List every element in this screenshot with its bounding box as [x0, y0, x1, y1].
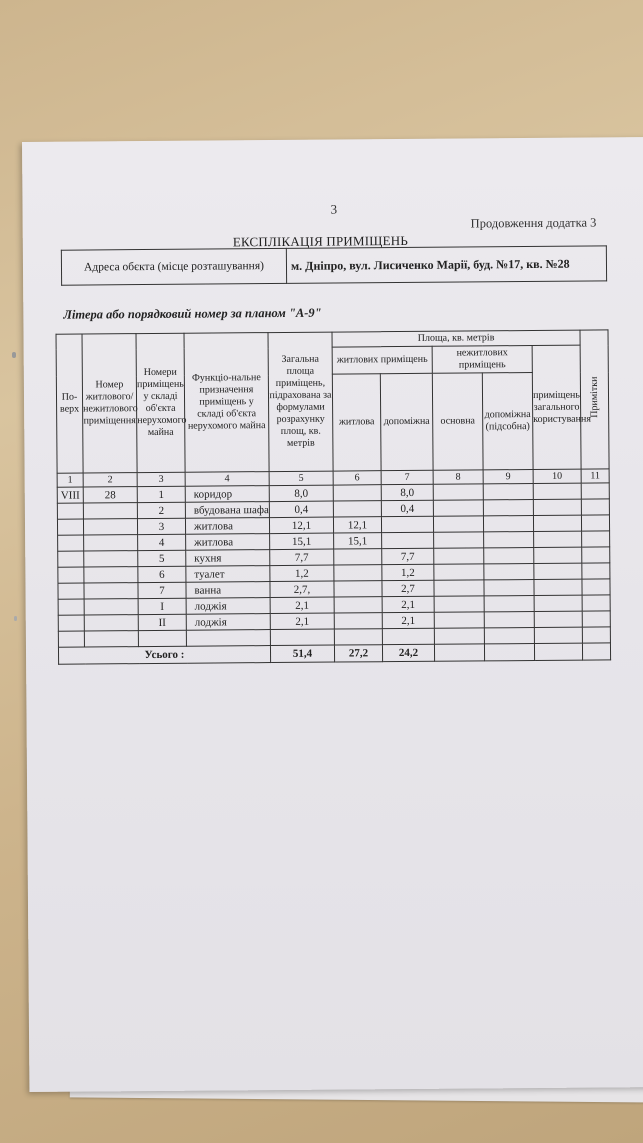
cell-floor: [58, 599, 84, 615]
address-table: [61, 245, 607, 285]
cell-floor: [57, 519, 83, 535]
cell-dwelling: [83, 503, 137, 519]
hdr-room-no: Номери приміщень у складі об'єкта нерухомого майна: [136, 333, 185, 472]
hdr-notes: [580, 330, 609, 469]
hdr-living: житлова: [332, 374, 381, 471]
cell: [582, 627, 610, 643]
colnum: 7: [381, 470, 433, 484]
address-value: м. Дніпро, вул. Лисиченко Марії, буд. №17, кв. №28: [286, 246, 606, 284]
cell-main: [434, 532, 484, 548]
colnum: 11: [581, 469, 609, 483]
cell-room: I: [138, 598, 186, 614]
cell-aux-nonres: [484, 547, 534, 563]
cell-aux: 0,4: [381, 500, 433, 516]
hdr-floor: По-верх: [56, 334, 83, 473]
cell-aux-nonres: [483, 483, 533, 499]
cell-floor: [57, 503, 83, 519]
cell-living: [334, 565, 382, 581]
cell-notes: [582, 531, 610, 547]
cell-main: [434, 596, 484, 612]
continuation-note: Продовження додатка 3: [470, 215, 597, 231]
cell-aux: 1,2: [382, 564, 434, 580]
cell-function: ванна: [186, 582, 270, 599]
totals-label: Усього :: [58, 646, 270, 665]
cell-notes: [582, 547, 610, 563]
cell-dwelling: [84, 599, 138, 615]
cell-total: 15,1: [270, 533, 334, 550]
cell-aux: 8,0: [381, 484, 433, 500]
cell: [484, 627, 534, 643]
cell-aux-nonres: [484, 563, 534, 579]
cell: [382, 628, 434, 644]
cell-function: лоджія: [186, 614, 270, 631]
cell-common: [533, 499, 581, 515]
cell: [334, 629, 382, 645]
cell-notes: [582, 563, 610, 579]
cell-dwelling: [84, 615, 138, 631]
cell-common: [534, 595, 582, 611]
cell-function: житлова: [185, 518, 269, 535]
colnum: 10: [533, 469, 581, 483]
cell-room: 6: [138, 566, 186, 582]
cell-living: [334, 581, 382, 597]
cell-aux-nonres: [484, 579, 534, 595]
cell-common: [533, 483, 581, 499]
cell-function: житлова: [186, 534, 270, 551]
colnum: 3: [137, 472, 185, 486]
cell: [434, 644, 484, 661]
cell-dwelling: [84, 567, 138, 583]
cell-notes: [581, 483, 609, 499]
cell-floor: [58, 567, 84, 583]
cell-room: 3: [137, 518, 185, 534]
cell-function: туалет: [186, 566, 270, 583]
cell-main: [433, 484, 483, 500]
cell-notes: [582, 611, 610, 627]
cell-common: [534, 531, 582, 547]
hdr-dwelling-no: Номер житлового/ нежитлового приміщення: [82, 334, 137, 473]
cell: [270, 629, 334, 646]
cell-total: 2,1: [270, 613, 334, 630]
cell-aux: [382, 532, 434, 548]
cell-dwelling: [84, 583, 138, 599]
cell-main: [434, 580, 484, 596]
cell-living: [333, 485, 381, 501]
cell-living: 15,1: [334, 533, 382, 549]
cell-living: [334, 549, 382, 565]
cell: [84, 631, 138, 647]
cell-floor: [58, 583, 84, 599]
explication-table: [56, 329, 612, 664]
colnum: 8: [433, 470, 483, 484]
totals-living: 27,2: [334, 645, 382, 662]
hdr-function: Функціо-нальне призначення приміщень у складі об'єкта нерухомого майна: [184, 333, 269, 473]
cell-floor: VIII: [57, 487, 83, 503]
cell-common: [534, 579, 582, 595]
cell-aux-nonres: [484, 611, 534, 627]
cell: [58, 631, 84, 647]
cell-total: 2,1: [270, 597, 334, 614]
cell-main: [433, 500, 483, 516]
hdr-nonresidential: нежитлових приміщень: [432, 345, 532, 373]
totals-row: [58, 643, 610, 664]
cell-dwelling: [84, 551, 138, 567]
cell-aux: 2,7: [382, 580, 434, 596]
document-title: ЕКСПЛІКАЦІЯ ПРИМІЩЕНЬ: [232, 232, 409, 250]
cell: [582, 643, 610, 660]
cell-main: [434, 612, 484, 628]
cell: [534, 627, 582, 643]
paper-speck: [12, 352, 16, 358]
cell-floor: [58, 615, 84, 631]
hdr-residential: житлових приміщень: [332, 346, 432, 374]
cell-total: 0,4: [269, 501, 333, 518]
colnum: 5: [269, 471, 333, 486]
table-body: [57, 483, 610, 631]
cell-main: [434, 564, 484, 580]
cell-dwelling: 28: [83, 487, 137, 503]
cell-common: [534, 611, 582, 627]
cell-notes: [581, 499, 609, 515]
colnum: 2: [83, 473, 137, 487]
cell-function: коридор: [185, 486, 269, 503]
colnum: 6: [333, 471, 381, 485]
cell-living: [333, 501, 381, 517]
cell-living: 12,1: [333, 517, 381, 533]
cell-floor: [58, 551, 84, 567]
cell-function: кухня: [186, 550, 270, 567]
document-page: [22, 137, 643, 1092]
cell-main: [434, 548, 484, 564]
cell-function: вбудована шафа: [185, 502, 269, 519]
cell: [186, 630, 270, 647]
cell-main: [433, 516, 483, 532]
cell-notes: [581, 515, 609, 531]
cell-total: 2,7,: [270, 581, 334, 598]
cell-living: [334, 613, 382, 629]
cell-common: [534, 563, 582, 579]
cell-aux: 2,1: [382, 596, 434, 612]
hdr-area-group: Площа, кв. метрів: [332, 330, 580, 347]
cell-common: [533, 515, 581, 531]
cell: [434, 628, 484, 644]
cell-aux-nonres: [484, 595, 534, 611]
cell-notes: [582, 595, 610, 611]
hdr-main: основна: [432, 373, 483, 470]
cell-total: 1,2: [270, 565, 334, 582]
cell-dwelling: [84, 535, 138, 551]
cell-room: 7: [138, 582, 186, 598]
totals-aux: 24,2: [382, 644, 434, 661]
cell-aux-nonres: [483, 515, 533, 531]
colnum: 9: [483, 469, 533, 483]
cell-common: [534, 547, 582, 563]
page-number: 3: [330, 201, 338, 217]
cell-room: 2: [137, 502, 185, 518]
paper-speck: [14, 616, 17, 621]
cell-dwelling: [83, 519, 137, 535]
cell-room: 1: [137, 486, 185, 502]
cell-aux: [381, 516, 433, 532]
cell-room: 5: [138, 550, 186, 566]
cell-aux: 7,7: [382, 548, 434, 564]
hdr-notes-text: Примітки: [588, 376, 600, 419]
cell-total: 12,1: [269, 517, 333, 534]
hdr-total-area: Загальна площа приміщень, підрахована за формулами розрахунку площ, кв. метрів: [268, 332, 333, 471]
cell-total: 8,0: [269, 485, 333, 502]
cell: [138, 630, 186, 646]
cell-floor: [58, 535, 84, 551]
cell-room: 4: [138, 534, 186, 550]
colnum: 1: [57, 473, 83, 487]
cell-aux-nonres: [484, 531, 534, 547]
hdr-auxiliary-nonres: допоміжна (підсобна): [482, 372, 533, 469]
cell: [534, 643, 582, 660]
colnum: 4: [185, 472, 269, 487]
cell-total: 7,7: [270, 549, 334, 566]
litera-line: Літера або порядковий номер за планом "А-9": [63, 305, 322, 322]
cell-room: II: [138, 614, 186, 630]
hdr-common-use: приміщень загального користування: [532, 345, 581, 469]
totals-total: 51,4: [270, 645, 334, 663]
cell-notes: [582, 579, 610, 595]
address-label: Адреса обєкта (місце розташування): [61, 248, 286, 285]
cell: [484, 643, 534, 660]
cell-aux-nonres: [483, 499, 533, 515]
hdr-auxiliary: допоміжна: [380, 373, 433, 470]
cell-living: [334, 597, 382, 613]
cell-function: лоджія: [186, 598, 270, 615]
cell-aux: 2,1: [382, 612, 434, 628]
